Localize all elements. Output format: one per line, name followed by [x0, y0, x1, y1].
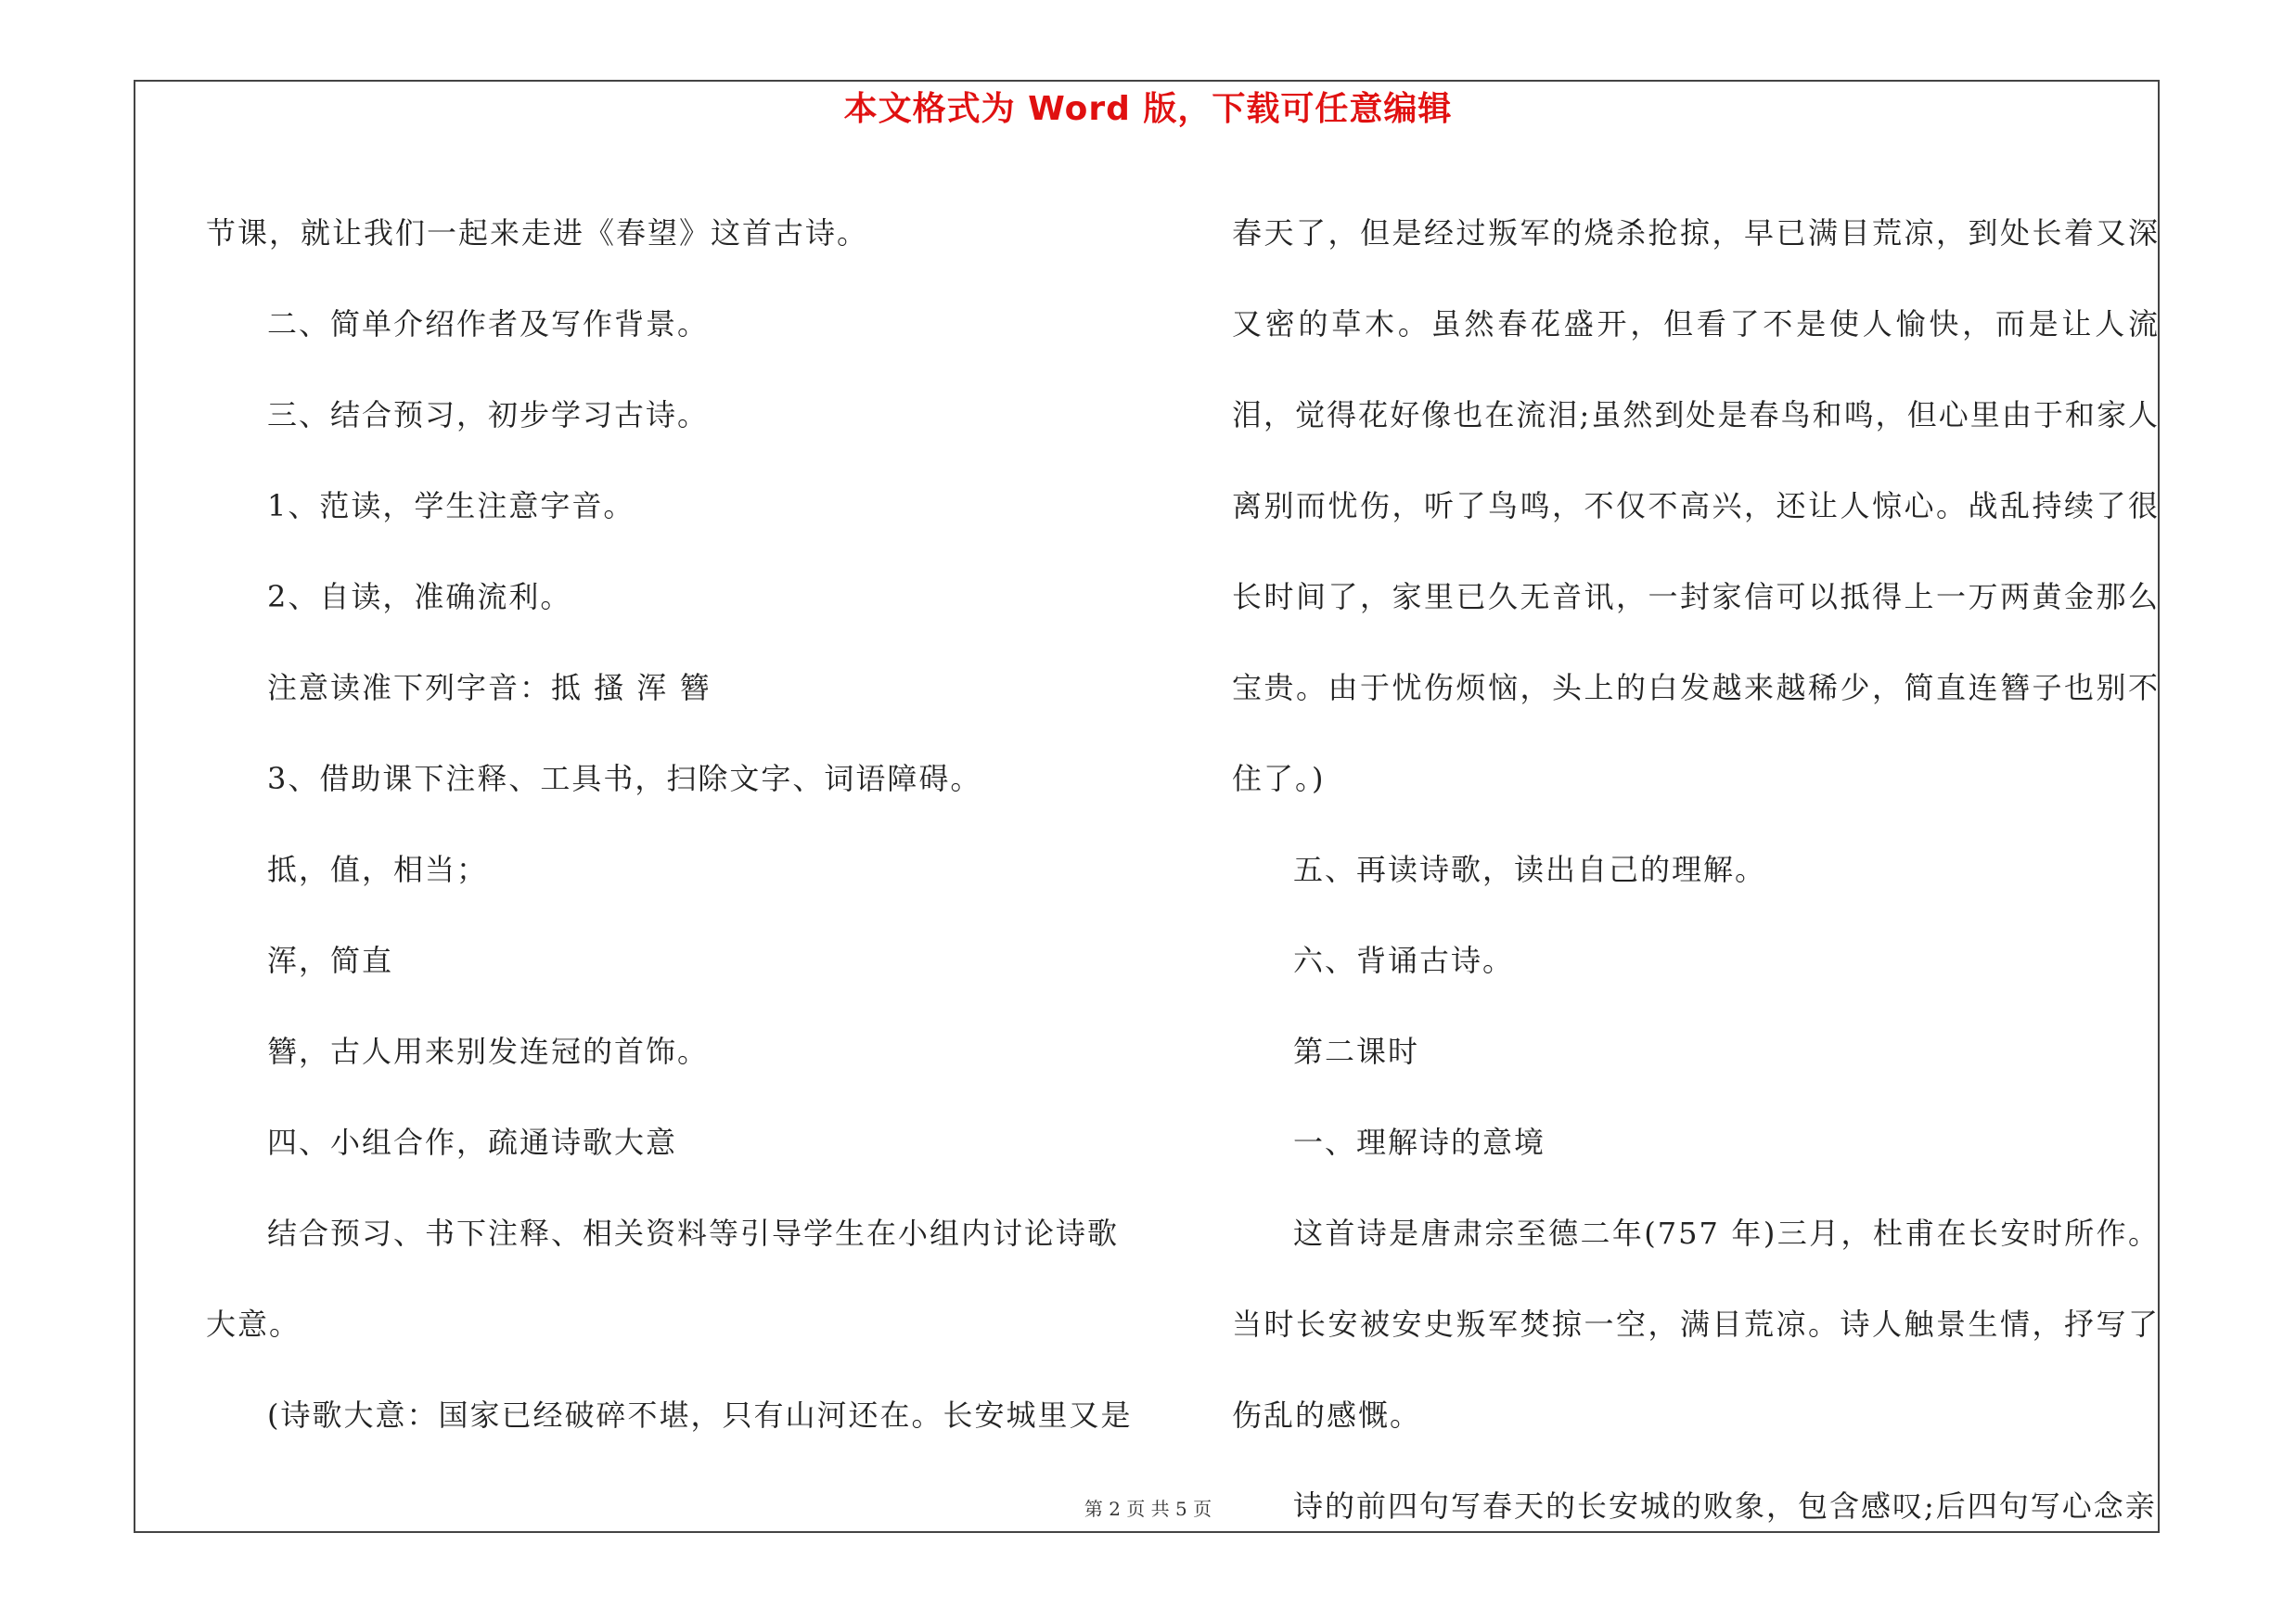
left-paragraph: 结合预习、书下注释、相关资料等引导学生在小组内讨论诗歌大意。	[206, 1216, 1120, 1342]
left-paragraph: 簪，古人用来别发连冠的首饰。	[267, 1034, 710, 1069]
left-paragraph: 3、借助课下注释、工具书，扫除文字、词语障碍。	[267, 761, 982, 796]
left-paragraph: 节课，就让我们一起来走进《春望》这首古诗。	[206, 215, 869, 251]
left-paragraph: 1、范读，学生注意字音。	[267, 488, 635, 523]
right-paragraph: 春天了，但是经过叛军的烧杀抢掠，早已满目荒凉，到处长着又深又密的草木。虽然春花盛开，但看了不是使人愉快，而是让人流泪，觉得花好像也在流泪;虽然到处是春鸟和鸣，但心里由于和家人离别而忧伤，听了鸟鸣，不仅不高兴，还让人惊心。战乱持续了很长时间了，家里已久无音讯，一封家信可以抵得上一万两黄金那么宝贵。由于忧伤烦恼，头上的白发越来越稀少，简直连簪子也别不住了。)	[1232, 215, 2160, 796]
right-paragraph: 五、再读诗歌，读出自己的理解。	[1293, 852, 1767, 887]
left-paragraph: 2、自读，准确流利。	[267, 579, 572, 614]
left-paragraph: 三、结合预习，初步学习古诗。	[267, 397, 710, 432]
left-paragraph: 浑，简直	[267, 943, 394, 978]
right-paragraph: 这首诗是唐肃宗至德二年(757 年)三月，杜甫在长安时所作。当时长安被安史叛军焚掠一空，满目荒凉。诗人触景生情，抒写了伤乱的感慨。	[1232, 1216, 2160, 1433]
left-paragraph: 抵，值，相当；	[267, 852, 489, 887]
left-paragraph: (诗歌大意：国家已经破碎不堪，只有山河还在。长安城里又是	[267, 1398, 1133, 1433]
format-notice-banner: 本文格式为 Word 版，下载可任意编辑	[843, 90, 1453, 128]
right-paragraph: 一、理解诗的意境	[1293, 1125, 1546, 1160]
right-paragraph: 诗的前四句写春天的长安城的败象，包含感叹;后四句写心念亲	[1293, 1488, 2157, 1524]
right-paragraph: 第二课时	[1293, 1034, 1420, 1069]
right-paragraph: 六、背诵古诗。	[1293, 943, 1515, 978]
left-paragraph: 注意读准下列字音：抵 搔 浑 簪	[267, 670, 712, 705]
left-column	[206, 187, 1143, 1461]
right-column	[1232, 187, 2160, 1552]
left-paragraph: 四、小组合作，疏通诗歌大意	[267, 1125, 678, 1160]
left-paragraph: 二、简单介绍作者及写作背景。	[267, 306, 710, 341]
page-number-footer: 第 2 页 共 5 页	[1084, 1498, 1212, 1520]
